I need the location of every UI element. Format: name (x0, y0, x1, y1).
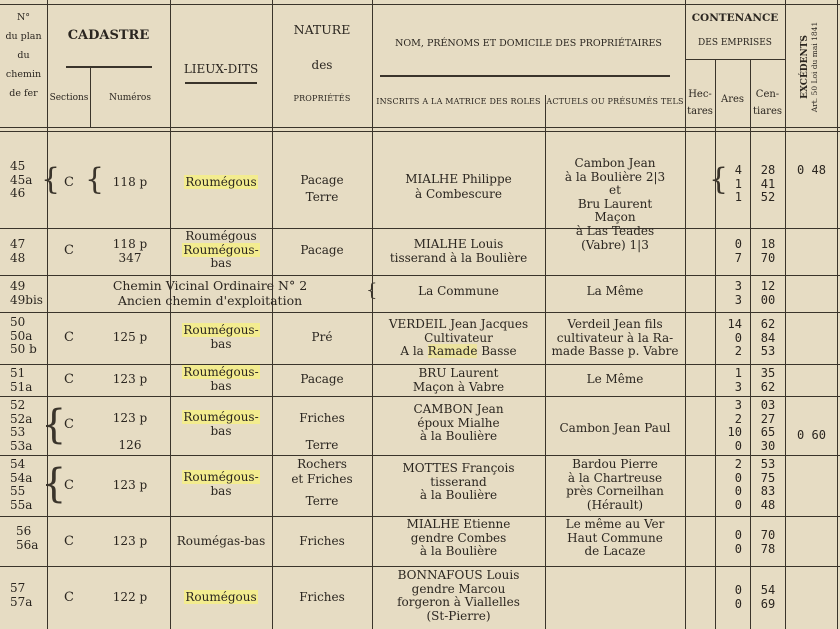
section-cell: C (64, 478, 74, 493)
section-cell: C (64, 372, 74, 387)
brace-icon: { (85, 162, 105, 197)
numero-cell: 123 p (112, 534, 148, 548)
header-top-rule (0, 4, 840, 5)
centiares-cell: 53 75 83 48 (760, 457, 776, 512)
numeros-header: Numéros (109, 93, 151, 103)
column-rule (785, 0, 786, 629)
actuel-owner-cell: Le Même (586, 372, 644, 386)
plan-number-cell: 49 49bis (10, 279, 43, 307)
ares-cell: 14 0 2 (727, 317, 742, 359)
ares-cell: 1 3 (734, 366, 742, 394)
des-emprises-header: DES EMPRISES (698, 38, 772, 48)
plan-number-cell: 57 57a (10, 581, 33, 609)
header-bottom-rule-double (0, 131, 840, 132)
nature-cell: Pacage Terre (300, 173, 344, 204)
brace-icon: { (41, 402, 67, 448)
numero-cell: 122 p (112, 590, 148, 604)
chemin-vicinal-cell: Chemin Vicinal Ordinaire N° 2 Ancien chemin d'exploitation (112, 278, 308, 308)
nature-cell: Pacage (300, 372, 344, 386)
numero-cell: 123 p (112, 478, 148, 492)
brace-icon: { (709, 162, 729, 197)
actuel-owner-cell: La Même (586, 284, 644, 298)
centiares-cell: 35 62 (760, 366, 776, 394)
proprietaires-flourish (380, 75, 670, 77)
centiares-cell: 62 84 53 (760, 317, 776, 359)
excedent-cell: 0 48 (797, 163, 826, 177)
section-cell: C (64, 417, 74, 432)
lieu-dit-cell: Roumégous- bas (183, 323, 259, 351)
ares-cell: 0 0 (734, 583, 742, 611)
actuel-owner-cell: Le même au Ver Haut Commune de Lacaze (565, 517, 665, 559)
row-rule (0, 312, 840, 313)
nature-cell: Friches (299, 590, 345, 604)
numero-cell: 118 p 347 (112, 237, 148, 265)
lieu-dit-cell: Roumégous- bas (183, 410, 259, 438)
proprietaires-header: NOM, PRÉNOMS ET DOMICILE DES PROPRIÉTAIRES (395, 38, 662, 49)
centiares-header: Cen- tiares (752, 89, 782, 117)
hectares-header: Hec- tares (687, 89, 713, 117)
cadastre-header: CADASTRE (67, 28, 150, 43)
inscrit-owner-cell: MIALHE Philippe à Combescure (405, 172, 512, 201)
lieu-dit-cell: Roumégous- bas (183, 470, 259, 498)
column-rule (837, 0, 838, 629)
excedents-header: EXCÉDENTS Art. 50 Loi du mai 1841 (800, 21, 819, 113)
actuel-owner-cell: Cambon Jean Paul (559, 421, 671, 435)
actuel-owner-cell: Verdeil Jean fils cultivateur à la Ra- made Basse p. Vabre (551, 317, 679, 359)
excedent-cell: 0 60 (797, 428, 826, 442)
centiares-cell: 18 70 (760, 237, 776, 265)
lieu-dit-cell: Roumégous (185, 590, 257, 604)
section-cell: C (64, 590, 74, 605)
lieu-dit-cell: Roumégous (185, 175, 257, 189)
plan-number-cell: 45 45a 46 (10, 159, 33, 201)
brace-icon: { (41, 461, 67, 507)
centiares-cell: 28 41 52 (760, 163, 776, 205)
centiares-cell: 54 69 (760, 583, 776, 611)
cadastre-flourish (66, 66, 152, 68)
row-rule (0, 228, 840, 229)
nature-cell: Pré (311, 330, 333, 344)
section-cell: C (64, 175, 74, 190)
lieux-dits-header: LIEUX-DITS (183, 62, 259, 76)
inscrit-owner-cell: MIALHE Etienne gendre Combes à la Boulière (406, 517, 511, 559)
ares-cell: 0 7 (734, 237, 742, 265)
plan-number-cell: 51 51a (10, 366, 33, 394)
numero-cell: 123 p (112, 372, 148, 386)
lieu-dit-cell: Roumégous- bas (183, 365, 259, 393)
plan-number-header: N° du plan du chemin de fer (5, 12, 42, 99)
section-cell: C (64, 330, 74, 345)
sections-header: Sections (49, 93, 89, 103)
plan-number-cell: 52 52a 53 53a (10, 398, 33, 453)
row-rule (0, 364, 840, 365)
numero-cell: 125 p (112, 330, 148, 344)
inscrit-owner-cell: La Commune (418, 284, 499, 298)
ares-cell: 0 0 (734, 528, 742, 556)
inscrit-owner-cell: VERDEIL Jean Jacques Cultivateur A la Ramade Basse (388, 317, 529, 359)
nature-cell: Friches (299, 534, 345, 548)
row-rule (0, 275, 840, 276)
nature-header: NATURE (293, 22, 351, 37)
contenance-header: CONTENANCE (691, 12, 779, 24)
numero-cell: 123 p 126 (112, 411, 148, 452)
brace-icon: { (366, 280, 378, 301)
inscrit-owner-cell: CAMBON Jean époux Mialhe à la Boulière (413, 402, 504, 444)
row-rule (0, 396, 840, 397)
section-cell: C (64, 534, 74, 549)
inscrit-owner-cell: BONNAFOUS Louis gendre Marcou forgeron à Viallelles (St-Pierre) (397, 568, 520, 623)
nature-cell: Rochers et Friches Terre (291, 457, 353, 508)
actuels-header: ACTUELS OU PRÉSUMÉS TELS (546, 97, 684, 106)
header-bottom-rule (0, 127, 840, 128)
plan-number-cell: 56 56a (16, 524, 39, 552)
section-cell: C (64, 243, 74, 258)
nature-header-des: des (311, 58, 333, 72)
ares-cell: 4 1 1 (734, 163, 742, 205)
plan-number-cell: 50 50a 50 b (10, 315, 37, 357)
ares-cell: 3 3 (734, 279, 742, 307)
inscrit-owner-cell: BRU Laurent Maçon à Vabre (412, 366, 505, 394)
contenance-rule (685, 59, 785, 60)
lieu-dit-cell: Roumégas-bas (176, 534, 266, 548)
lieu-dit-cell: Roumégous Roumégous- bas (183, 229, 259, 271)
nature-header-proprietes: PROPRIÉTÉS (293, 94, 351, 103)
nature-cell: Friches Terre (299, 411, 345, 452)
nature-cell: Pacage (300, 243, 344, 257)
inscrit-owner-cell: MOTTES François tisserand à la Boulière (402, 461, 515, 503)
centiares-cell: 03 27 65 30 (760, 398, 776, 453)
plan-number-cell: 47 48 (10, 237, 26, 265)
row-rule (0, 566, 840, 567)
numero-cell: 118 p (112, 175, 148, 189)
inscrit-owner-cell: MIALHE Louis tisserand à la Boulière (389, 237, 528, 265)
centiares-cell: 12 00 (760, 279, 776, 307)
inscrits-header: INSCRITS A LA MATRICE DES ROLES (376, 97, 541, 106)
lieux-flourish (185, 82, 257, 84)
ares-cell: 2 0 0 0 (734, 457, 742, 512)
ares-cell: 3 2 10 0 (727, 398, 742, 453)
actuel-owner-cell: Cambon Jean à la Boulière 2|3 et Bru Laurent Maçon à Las Teades (Vabre) 1|3 (564, 156, 666, 252)
ares-header: Ares (720, 94, 745, 105)
actuel-owner-cell: Bardou Pierre à la Chartreuse près Corneilhan (Hérault) (566, 457, 664, 512)
centiares-cell: 70 78 (760, 528, 776, 556)
brace-icon: { (41, 162, 61, 197)
plan-number-cell: 54 54a 55 55a (10, 457, 33, 512)
